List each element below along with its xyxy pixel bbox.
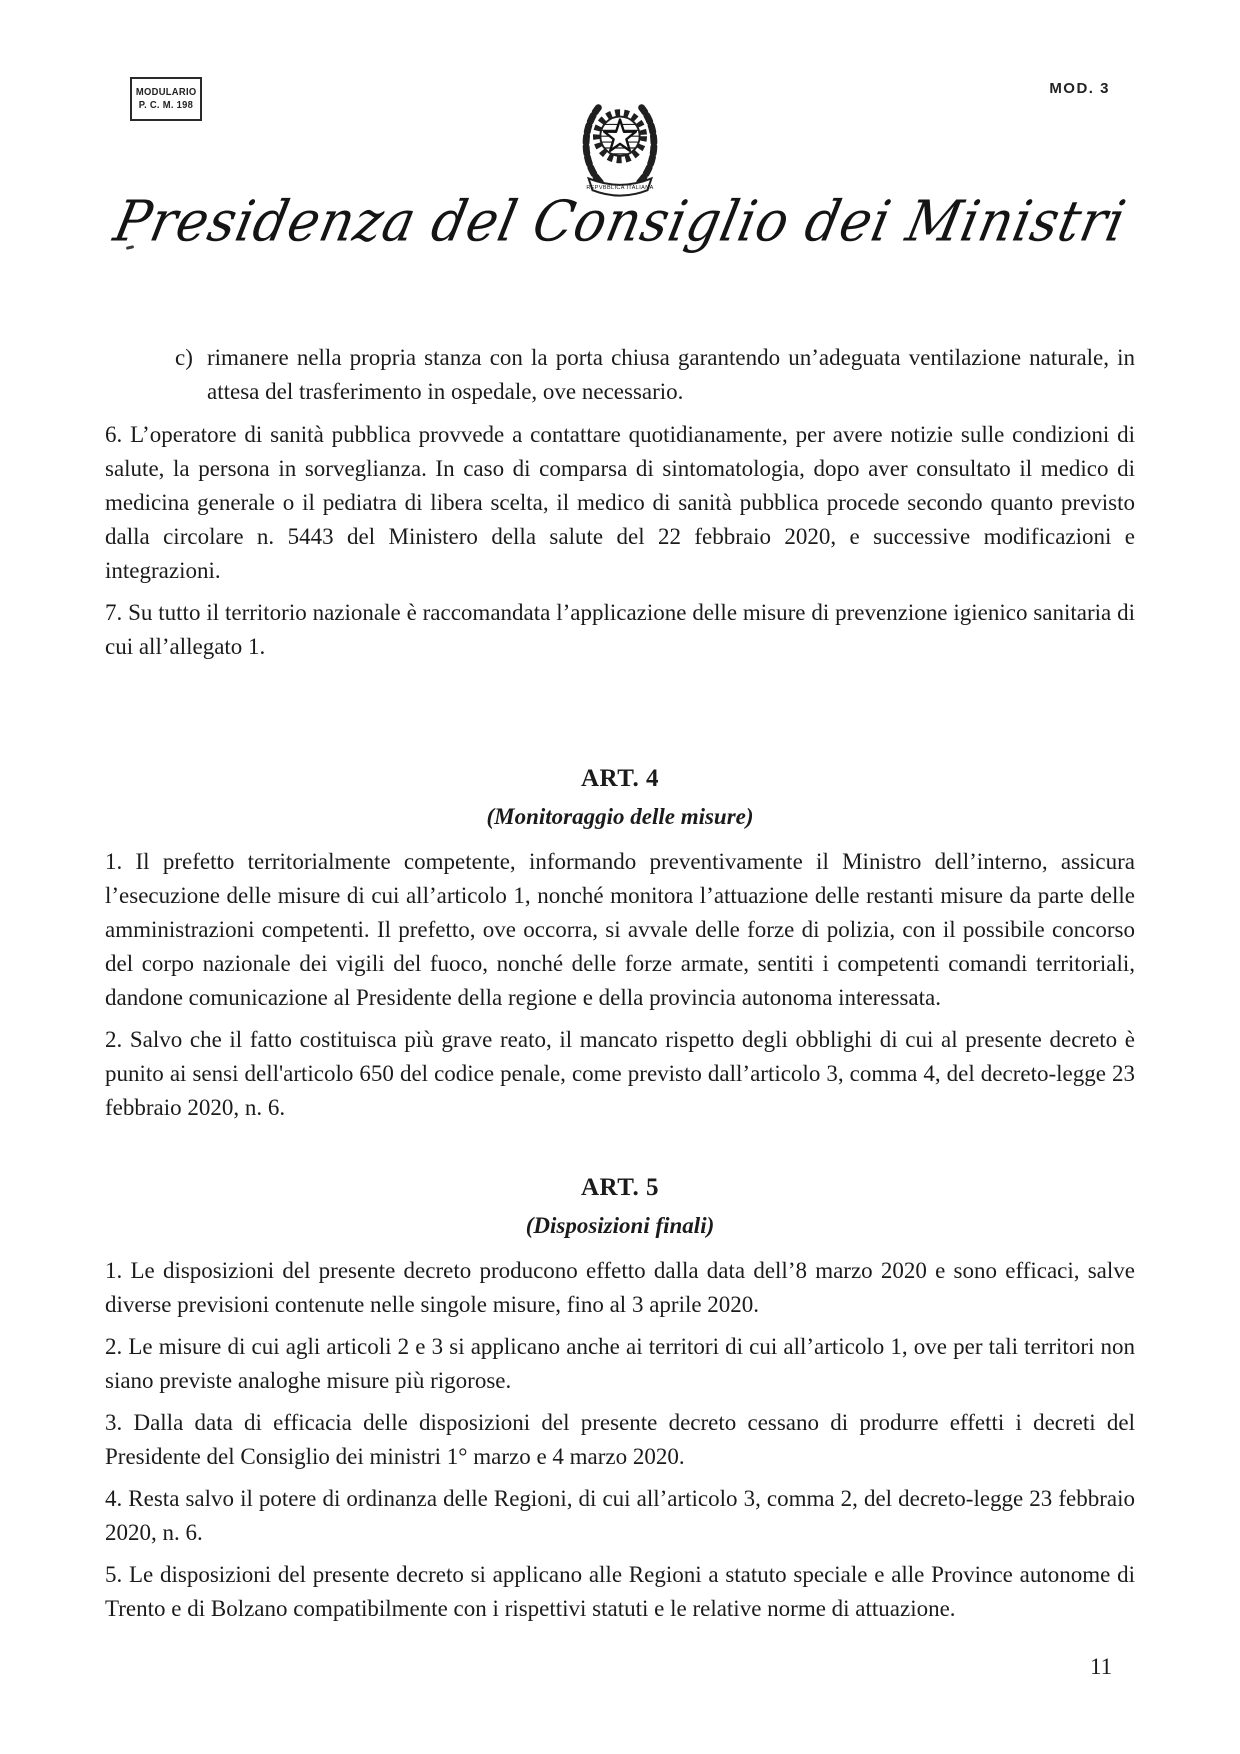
paragraph: 1. Le disposizioni del presente decreto producono effetto dalla data dell’8 marzo 2020 e sono efficaci, salve diverse previsioni contenute nelle singole misure, fino al 3 aprile 2020. bbox=[105, 1258, 1135, 1317]
document-body bbox=[105, 341, 1135, 1634]
article-subtitle: (Monitoraggio delle misure) bbox=[486, 804, 754, 829]
paragraph: 5. Le disposizioni del presente decreto si applicano alle Regioni a statuto speciale e alle Province autonome di Trento e di Bolzano compatibilmente con i rispettivi statuti e le relative norme di attuazione. bbox=[105, 1562, 1135, 1621]
clause-text: rimanere nella propria stanza con la porta chiusa garantendo un’adeguata ventilazione naturale, in attesa del trasferimento in ospedale, ove necessario. bbox=[207, 345, 1135, 404]
paragraph: 4. Resta salvo il potere di ordinanza delle Regioni, di cui all’articolo 3, comma 2, del decreto-legge 23 febbraio 2020, n. 6. bbox=[105, 1486, 1135, 1545]
page-number: 11 bbox=[1090, 1654, 1113, 1679]
paragraph-6: 6. L’operatore di sanità pubblica provvede a contattare quotidianamente, per avere notizie sulle condizioni di salute, la persona in sorveglianza. In caso di comparsa di sintomatologia, dopo aver consultato il medico di medicina generale o il pediatra di libera scelta, il medico di sanità pubblica procede secondo quanto previsto dalla circolare n. 5443 del Ministero della salute del 22 febbraio 2020, e successive modificazioni e integrazioni. bbox=[105, 422, 1135, 583]
clause-item-c bbox=[105, 341, 1135, 409]
article-subtitle: (Disposizioni finali) bbox=[525, 1213, 715, 1238]
paragraph-7: 7. Su tutto il territorio nazionale è raccomandata l’applicazione delle misure di prevenzione igienico sanitaria di cui all’allegato 1. bbox=[105, 600, 1135, 659]
stamp-line-1: MODULARIO bbox=[135, 86, 197, 98]
italy-republic-emblem-icon bbox=[571, 92, 669, 202]
paragraph: 2. Le misure di cui agli articoli 2 e 3 si applicano anche ai territori di cui all’articolo 1, ove per tali territori non siano previste analoghe misure più rigorose. bbox=[105, 1334, 1135, 1393]
paragraph: 3. Dalla data di efficacia delle disposizioni del presente decreto cessano di produrre effetti i decreti del Presidente del Consiglio dei ministri 1° marzo e 4 marzo 2020. bbox=[105, 1410, 1135, 1469]
mod-label: MOD. 3 bbox=[1049, 80, 1110, 97]
clause-marker: c) bbox=[175, 345, 193, 370]
article-4-section bbox=[105, 764, 1135, 1125]
article-title: ART. 5 bbox=[580, 1174, 660, 1201]
letterhead-script: Presidenza del Consiglio dei Ministri bbox=[108, 189, 1132, 255]
article-5-section bbox=[105, 1173, 1135, 1626]
modulario-stamp-box bbox=[130, 77, 202, 121]
paragraph: 1. Il prefetto territorialmente competente, informando preventivamente il Ministro dell’interno, assicura l’esecuzione delle misure di cui all’articolo 1, nonché monitora l’attuazione delle restanti misure da parte delle amministrazioni competenti. Il prefetto, ove occorra, si avvale delle forze di polizia, con il possibile concorso del corpo nazionale dei vigili del fuoco, nonché delle forze armate, sentiti i competenti comandi territoriali, dandone comunicazione al Presidente della regione e della provincia autonoma interessata. bbox=[105, 849, 1135, 1010]
paragraph: 2. Salvo che il fatto costituisca più grave reato, il mancato rispetto degli obblighi di cui al presente decreto è punito ai sensi dell'articolo 650 del codice penale, come previsto dall’articolo 3, comma 4, del decreto-legge 23 febbraio 2020, n. 6. bbox=[105, 1027, 1135, 1120]
stamp-line-2: P. C. M. 198 bbox=[138, 99, 194, 111]
article-title: ART. 4 bbox=[580, 765, 660, 792]
emblem-motto: REPVBBLICA ITALIANA bbox=[586, 185, 654, 192]
